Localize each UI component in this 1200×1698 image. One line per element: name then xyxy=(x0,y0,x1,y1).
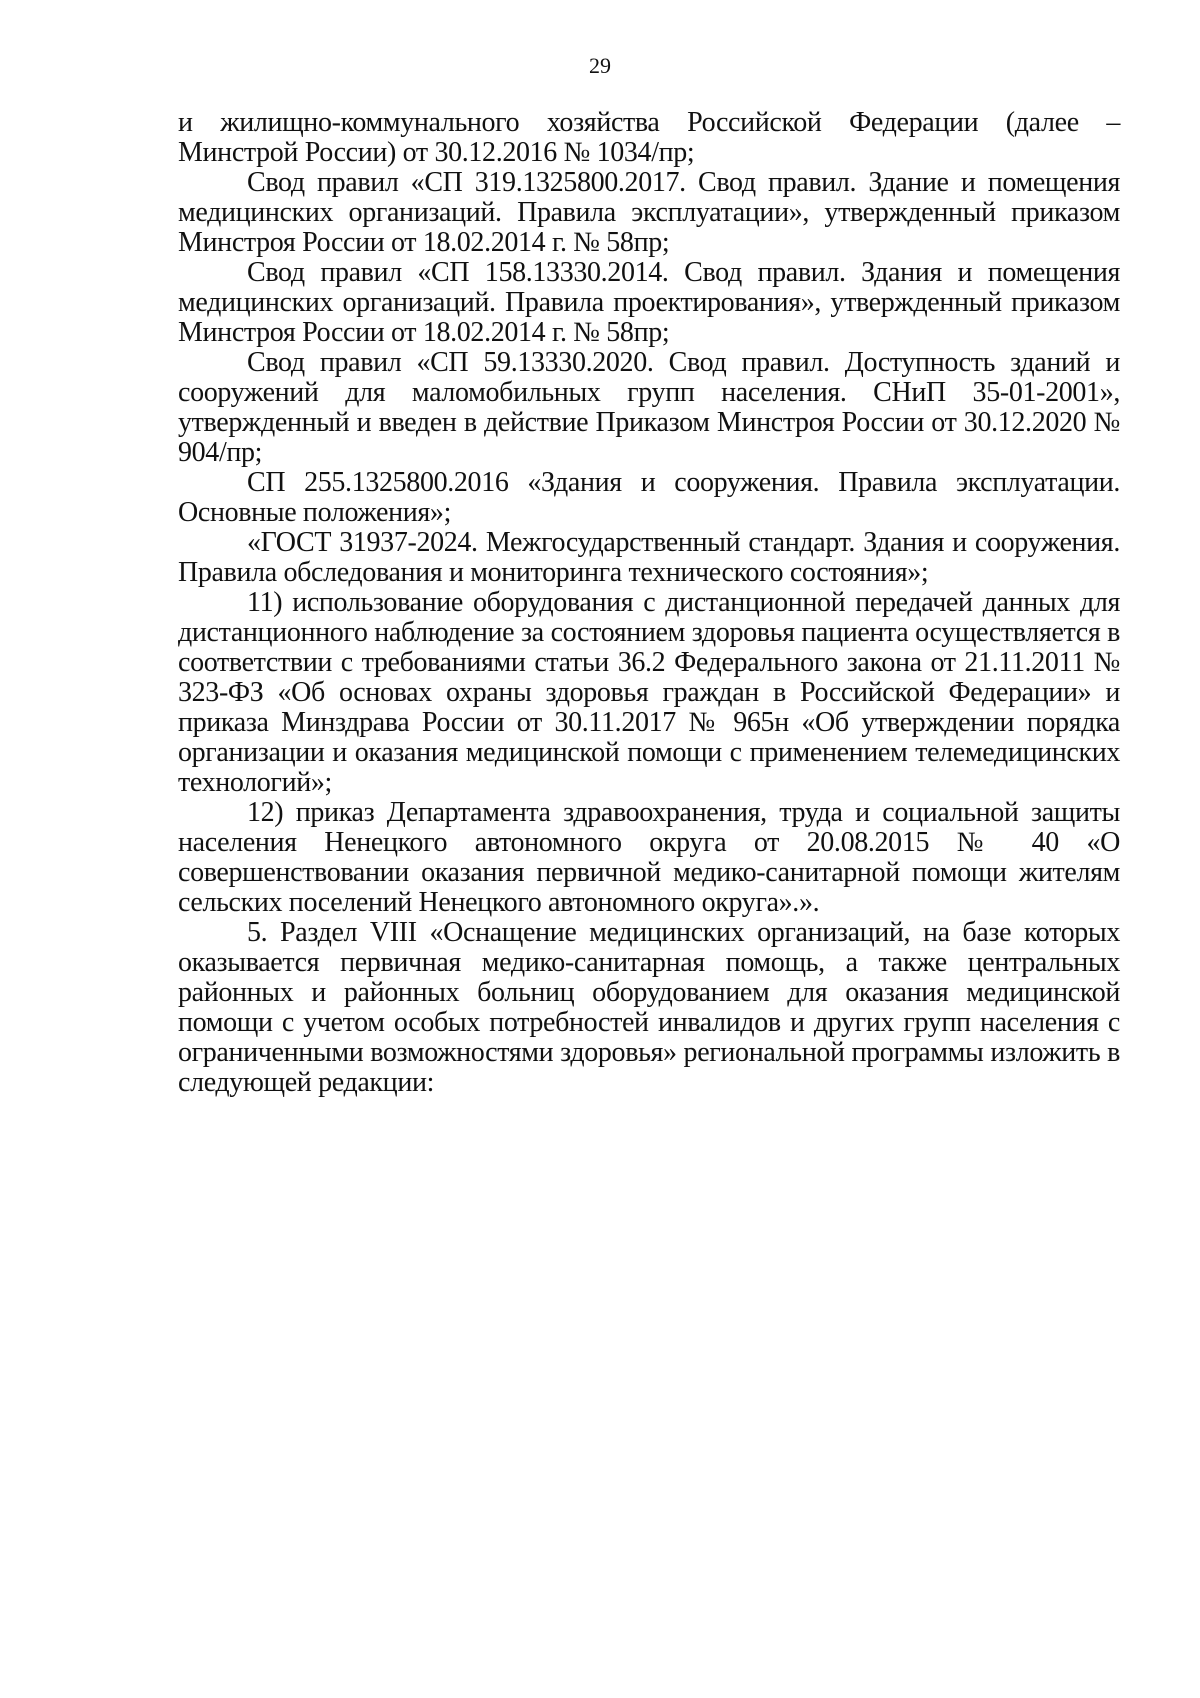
document-body xyxy=(178,108,1120,1098)
paragraph-sp-319: Свод правил «СП 319.1325800.2017. Свод правил. Здание и помещения медицинских организаций. Правила эксплуатации», утвержденный приказом Минстроя России от 18.02.2014 г. № 58пр; xyxy=(178,167,1120,258)
paragraph-sp-255: СП 255.1325800.2016 «Здания и сооружения. Правила эксплуатации. Основные положения»; xyxy=(178,467,1120,528)
paragraph-sp-158: Свод правил «СП 158.13330.2014. Свод правил. Здания и помещения медицинских организаций. Правила проектирования», утвержденный приказом Минстроя России от 18.02.2014 г. № 58пр; xyxy=(178,257,1120,348)
paragraph-gost-31937: «ГОСТ 31937-2024. Межгосударственный стандарт. Здания и сооружения. Правила обследования и мониторинга технического состояния»; xyxy=(178,527,1120,588)
paragraph-section-viii: 5. Раздел VIII «Оснащение медицинских организаций, на базе которых оказывается первичная медико-санитарная помощь, а также центральных районных и районных больниц оборудованием для оказания медицинской помощи с учетом особых потребностей инвалидов и других групп населения с ограниченными возможностями здоровья» региональной программы изложить в следующей редакции: xyxy=(178,917,1120,1098)
paragraph-item-12: 12) приказ Департамента здравоохранения, труда и социальной защиты населения Ненецкого автономного округа от 20.08.2015 № 40 «О совершенствовании оказания первичной медико-санитарной помощи жителям сельских поселений Ненецкого автономного округа».». xyxy=(178,797,1120,918)
page-number: 29 xyxy=(589,53,611,78)
paragraph-minstroy-continuation: и жилищно-коммунального хозяйства Российской Федерации (далее – Минстрой России) от 30.12.2016 № 1034/пр; xyxy=(178,107,1120,168)
paragraph-item-11: 11) использование оборудования с дистанционной передачей данных для дистанционного наблюдение за состоянием здоровья пациента осуществляется в соответствии с требованиями статьи 36.2 Федерального закона от 21.11.2011 № 323-ФЗ «Об основах охраны здоровья граждан в Российской Федерации» и приказа Минздрава России от 30.11.2017 № 965н «Об утверждении порядка организации и оказания медицинской помощи с применением телемедицинских технологий»; xyxy=(178,587,1120,798)
paragraph-sp-59: Свод правил «СП 59.13330.2020. Свод правил. Доступность зданий и сооружений для маломобильных групп населения. СНиП 35-01-2001», утвержденный и введен в действие Приказом Минстроя России от 30.12.2020 № 904/пр; xyxy=(178,347,1120,468)
